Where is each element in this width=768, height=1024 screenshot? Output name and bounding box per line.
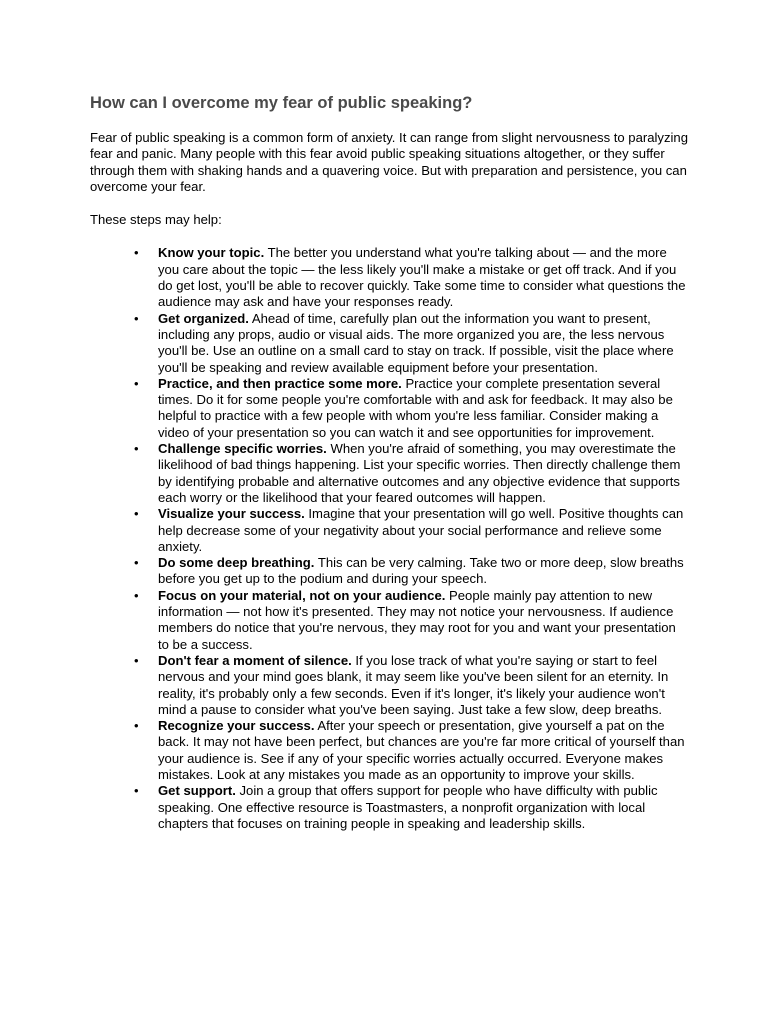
bullet-icon: • bbox=[134, 506, 139, 522]
step-text: Imagine that your presentation will go well. Positive thoughts can help decrease some of your negativity about your social performance and relieve some anxiety. bbox=[158, 506, 684, 554]
step-text: If you lose track of what you're saying or start to feel nervous and your mind goes blank, it may seem like you've been silent for an eternity. In reality, it's probably only a few seconds. Even if it's longer, it's likely your audience won't mind a pause to consider what you've been saying. Just take a few slow, deep breaths. bbox=[158, 652, 669, 717]
steps-intro: These steps may help: bbox=[90, 212, 222, 228]
list-item bbox=[134, 652, 688, 718]
step-heading: Know your topic. bbox=[158, 245, 265, 261]
list-item bbox=[134, 375, 688, 441]
document-page bbox=[90, 92, 690, 832]
step-heading: Recognize your success. bbox=[158, 718, 315, 734]
step-heading: Do some deep breathing. bbox=[158, 555, 315, 571]
step-text: This can be very calming. Take two or more deep, slow breaths before you get up to the podium and during your speech. bbox=[158, 555, 684, 587]
bullet-icon: • bbox=[134, 783, 139, 799]
step-text: People mainly pay attention to new information — not how it's presented. They may not notice your nervousness. If audience members do notice that you're nervous, they may root for you and want your presentation to be a success. bbox=[158, 587, 676, 652]
intro-paragraph: Fear of public speaking is a common form of anxiety. It can range from slight nervousness to paralyzing fear and panic. Many people with this fear avoid public speaking situations altogether, or they suffer through them with shaking hands and a quavering voice. But with preparation and persistence, you can overcome your fear. bbox=[90, 130, 688, 194]
steps-list bbox=[90, 245, 688, 832]
step-heading: Get organized. bbox=[158, 310, 249, 326]
list-item bbox=[134, 587, 688, 653]
list-item bbox=[134, 310, 688, 376]
step-text: The better you understand what you're talking about — and the more you care about the topic — the less likely you'll make a mistake or get off track. And if you do get lost, you'll be able to recover quickly. Take some time to consider what questions the audience may ask and have your responses ready. bbox=[158, 245, 686, 310]
bullet-icon: • bbox=[134, 652, 139, 668]
step-heading: Visualize your success. bbox=[158, 506, 305, 522]
step-text: When you're afraid of something, you may overestimate the likelihood of bad things happening. List your specific worries. Then directly challenge them by identifying probable and alternative outcomes and any objective evidence that supports each worry or the likelihood that your feared outcomes will happen. bbox=[158, 441, 681, 505]
list-item bbox=[134, 441, 688, 506]
step-text: After your speech or presentation, give yourself a pat on the back. It may not have been perfect, but chances are you're far more critical of yourself than your audience is. See if any of your specific worries actually occurred. Everyone makes mistakes. Look at any mistakes you made as an opportunity to improve your skills. bbox=[158, 718, 685, 782]
step-text: Ahead of time, carefully plan out the information you want to present, including any props, audio or visual aids. The more organized you are, the less nervous you'll be. Use an outline on a small card to stay on track. If possible, visit the place where you'll be speaking and review available equipment before your presentation. bbox=[158, 310, 674, 375]
step-heading: Get support. bbox=[158, 783, 236, 799]
bullet-icon: • bbox=[134, 587, 139, 603]
bullet-icon: • bbox=[134, 310, 139, 326]
step-text: Practice your complete presentation several times. Do it for some people you're comfortable with and ask for feedback. It may also be helpful to practice with a few people with whom you're less familiar. Consider making a video of your presentation so you can watch it and see opportunities for improvement. bbox=[158, 375, 673, 440]
step-heading: Focus on your material, not on your audience. bbox=[158, 587, 446, 603]
bullet-icon: • bbox=[134, 245, 139, 261]
step-heading: Challenge specific worries. bbox=[158, 441, 327, 457]
bullet-icon: • bbox=[134, 441, 139, 457]
list-item bbox=[134, 506, 688, 555]
article-title: How can I overcome my fear of public speaking? bbox=[90, 94, 473, 112]
list-item bbox=[134, 245, 688, 310]
bullet-icon: • bbox=[134, 375, 139, 391]
bullet-icon: • bbox=[134, 555, 139, 571]
step-heading: Don't fear a moment of silence. bbox=[158, 652, 352, 668]
step-heading: Practice, and then practice some more. bbox=[158, 375, 402, 391]
list-item bbox=[134, 718, 688, 783]
list-item bbox=[134, 783, 688, 832]
step-text: Join a group that offers support for people who have difficulty with public speaking. One effective resource is Toastmasters, a nonprofit organization with local chapters that focuses on training people in speaking and leadership skills. bbox=[158, 783, 658, 831]
bullet-icon: • bbox=[134, 718, 139, 734]
list-item bbox=[134, 555, 688, 588]
